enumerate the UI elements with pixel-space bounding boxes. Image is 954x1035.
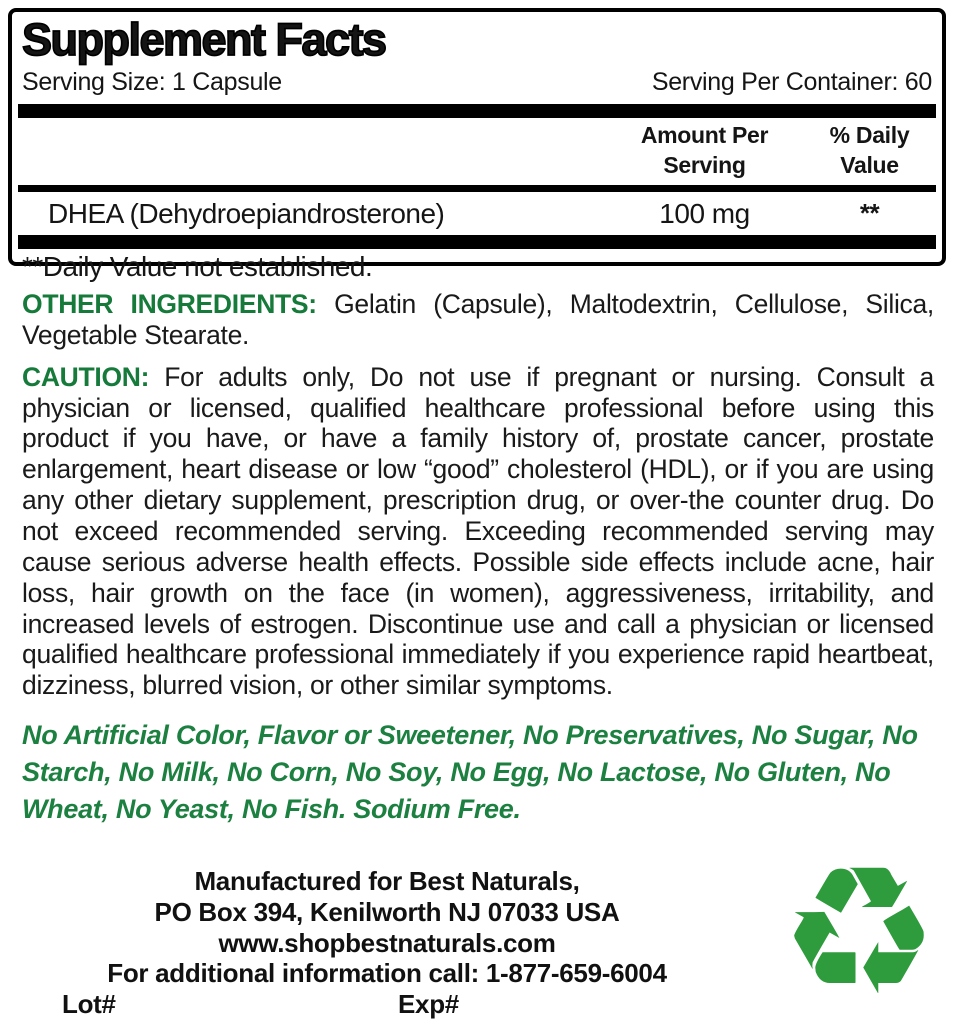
table-row xyxy=(22,192,932,235)
website-line: www.shopbestnaturals.com xyxy=(218,927,556,958)
manufactured-for-line: Manufactured for Best Naturals, xyxy=(194,866,580,896)
lot-label: Lot# xyxy=(62,989,116,1020)
supplement-facts-title: Supplement Facts xyxy=(22,14,386,65)
address-line: PO Box 394, Kenilworth NJ 07033 USA xyxy=(154,896,620,927)
other-ingredients-paragraph xyxy=(22,289,934,351)
other-ingredients-label: OTHER INGREDIENTS: xyxy=(22,289,317,319)
column-header-amount: Amount Per Serving xyxy=(640,122,769,179)
lot-exp-row xyxy=(28,989,746,1021)
servings-per-container: Serving Per Container: 60 xyxy=(651,68,932,97)
divider-medium xyxy=(18,185,936,192)
other-ingredients-text: Gelatin (Capsule), Maltodextrin, Cellulose, Silica, Vegetable Stearate. xyxy=(22,289,934,350)
ingredient-name: DHEA (Dehydroepiandrosterone) xyxy=(48,197,445,229)
caution-text: For adults only, Do not use if pregnant or nursing. Consult a physician or licensed, qualified healthcare professional before using this product if you have, or have a family history of, prostate cancer, prostate enlargement, heart disease or low “good” cholesterol (HDL), or if you are using any other dietary supplement, prescription drug, or over-the counter drug. Do not exceed recommended serving. Exceeding recommended serving may cause serious adverse health effects. Possible side effects include acne, hair loss, hair growth on the face (in women), aggressiveness, irritability, and increased levels of estrogen. Discontinue use and call a physician or licensed qualified healthcare professional immediately if you experience rapid heartbeat, dizziness, blurred vision, or other similar symptoms. xyxy=(22,361,934,701)
ingredient-amount: 100 mg xyxy=(659,197,750,229)
divider-thick-bottom xyxy=(18,235,936,249)
column-header-daily-value: % Daily Value xyxy=(829,122,910,179)
label-body-text xyxy=(22,289,934,827)
recycle-icon: ♻ xyxy=(779,828,939,1035)
caution-label: CAUTION: xyxy=(22,361,150,392)
manufacturer-block xyxy=(28,866,746,1021)
supplement-facts-panel xyxy=(8,8,946,283)
ingredient-daily-value: ** xyxy=(859,198,880,229)
caution-paragraph xyxy=(22,362,934,701)
facts-header-row xyxy=(22,118,932,185)
divider-thick-top xyxy=(18,104,936,118)
free-of-statement: No Artificial Color, Flavor or Sweetener, No Preservatives, No Sugar, No Starch, No Milk, No Corn, No Soy, No Egg, No Lactose, No Gluten, No Wheat, No Yeast, No Fish. Sodium Free. xyxy=(22,720,918,824)
serving-size: Serving Size: 1 Capsule xyxy=(22,68,282,97)
daily-value-footnote: **Daily Value not established. xyxy=(22,251,373,283)
serving-row xyxy=(22,68,932,97)
phone-line: For additional information call: 1-877-659-6004 xyxy=(107,958,667,989)
exp-label: Exp# xyxy=(398,989,459,1020)
